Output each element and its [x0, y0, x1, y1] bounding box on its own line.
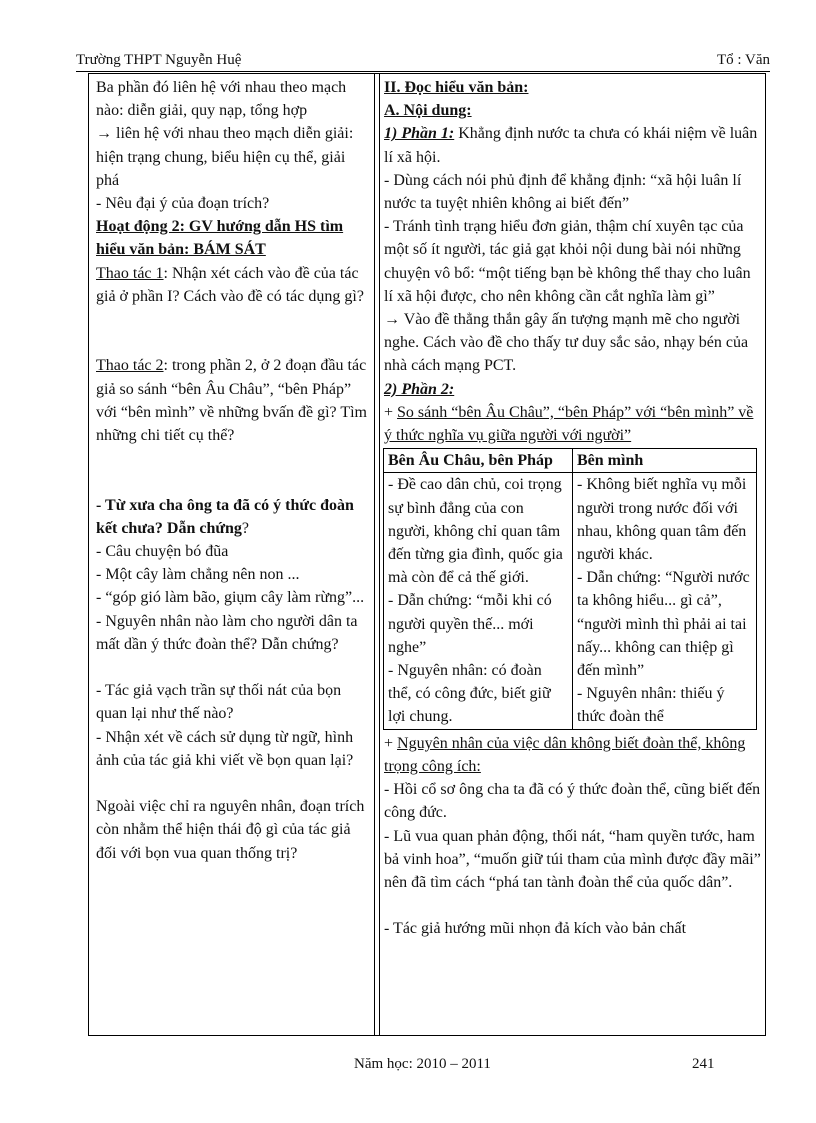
subsection-heading: A. Nội dung:: [384, 102, 472, 120]
comparison-header-row: [384, 449, 757, 473]
page-header: [76, 52, 770, 72]
teacher-activity-column: [89, 74, 375, 1035]
step-1-text: : Nhận xét cách vào đề của tác giả ở phần I? Cách vào đề có tác dụng gì?: [96, 264, 364, 305]
teacher-activity-text: [96, 76, 370, 865]
vietnam-cause: - Nguyên nhân: thiếu ý thức đoàn thể: [577, 685, 725, 726]
question-cause: - Nguyên nhân nào làm cho người dân ta mất dần ý thức đoàn thể? Dẫn chứng?: [96, 612, 358, 653]
comparison-body-row: [384, 473, 757, 729]
vietnam-cell: [573, 473, 757, 729]
department-name: Tổ : Văn: [716, 52, 770, 68]
header-europe: Bên Âu Châu, bên Pháp: [384, 449, 573, 473]
question-unity: [96, 494, 370, 540]
cause-point-2: - Lũ vua quan phản động, thối nát, “ham quyền tước, ham bả vinh hoa”, “muốn giữ túi tham của mình được đầy mãi” nên đã tìm cách “phá tan tành đoàn thể của quốc dân”.: [384, 827, 761, 891]
section-heading: II. Đọc hiểu văn bản:: [384, 79, 529, 96]
vietnam-point: - Không biết nghĩa vụ mỗi người trong nước đối với nhau, không quan tâm đến người khác.: [577, 476, 747, 564]
part-1-point-b: - Tránh tình trạng hiểu đơn giản, thậm chí xuyên tạc của một số ít người, tác giả gạt khỏi nội dung bài nói những chuyện vô bổ: “một tiếng bạn bè không thể thay cho luân lí xã hội được, cho nên không cần cắt nghĩa làm gì”: [384, 218, 751, 305]
evidence-2: - Một cây làm chẳng nên non ...: [96, 566, 300, 584]
school-name: Trường THPT Nguyễn Huệ: [76, 52, 242, 68]
comparison-text: So sánh “bên Âu Châu”, “bên Pháp” với “bên mình” về ý thức nghĩa vụ giữa người với người”: [384, 403, 754, 445]
europe-point: - Đề cao dân chủ, coi trọng sự bình đẳng của con người, không chỉ quan tâm đến từng gia đình, quốc gia mà còn để cả thế giới.: [388, 476, 563, 587]
step-2: [96, 354, 370, 447]
step-2-text: : trong phần 2, ở 2 đoạn đầu tác giả so sánh “bên Âu Châu”, “bên Pháp” với “bên mình” về những bvấn đề gì? Tìm những chi tiết cụ thể?: [96, 357, 367, 445]
content-text: [384, 76, 762, 941]
lesson-table: [88, 73, 766, 1036]
comparison-prefix: +: [384, 403, 398, 421]
evidence-1: - Câu chuyện bó đũa: [96, 543, 229, 561]
part-1-conclusion: → Vào đề thẳng thắn gây ấn tượng mạnh mẽ cho người nghe. Cách vào đề cho thấy tư duy sắc sảo, nhạy bén của nhà cách mạng PCT.: [384, 311, 749, 375]
cause-point-3: - Tác giả hướng mũi nhọn đả kích vào bản chất: [384, 920, 687, 938]
part-1-point-a: - Dùng cách nói phủ định để khẳng định: “xã hội luân lí nước ta tuyệt nhiên không ai biết đến”: [384, 171, 742, 213]
header-vietnam: Bên mình: [573, 449, 757, 473]
question-wording: - Nhận xét về cách sử dụng từ ngữ, hình ảnh của tác giả khi viết về bọn quan lại?: [96, 728, 354, 769]
header-divider: [76, 71, 770, 72]
comparison-heading: [384, 401, 762, 447]
page-number: 241: [692, 1056, 715, 1072]
school-year: Năm học: 2010 – 2011: [354, 1056, 491, 1072]
cause-prefix: +: [384, 734, 398, 752]
question-unity-tail: ?: [241, 519, 249, 537]
question-main-idea: - Nêu đại ý của đoạn trích?: [96, 195, 270, 213]
part-2-label: 2) Phần 2:: [384, 380, 455, 398]
activity-heading: Hoạt động 2: GV hướng dẫn HS tìm hiểu văn bản: BÁM SÁT: [96, 218, 344, 259]
cause-text: Nguyên nhân của việc dân không biết đoàn thể, không trọng công ích:: [384, 734, 746, 775]
europe-evidence: - Dẫn chứng: “mỗi khi có người quyền thế... mới nghe”: [388, 592, 552, 656]
question-structure: Ba phần đó liên hệ với nhau theo mạch nào: diễn giải, quy nạp, tổng hợp: [96, 79, 347, 120]
cause-point-1: - Hồi cổ sơ ông cha ta đã có ý thức đoàn thể, cũng biết đến công đức.: [384, 781, 761, 822]
europe-cell: [384, 473, 573, 729]
answer-structure: → liên hệ với nhau theo mạch diễn giải: hiện trạng chung, biểu hiện cụ thể, giải phá: [96, 125, 354, 189]
step-2-label: Thao tác 2: [96, 357, 164, 375]
comparison-table: [383, 448, 757, 729]
step-1: [96, 262, 370, 308]
question-corruption: - Tác giả vạch trần sự thối nát của bọn quan lại như thế nào?: [96, 682, 342, 723]
vietnam-evidence: - Dẫn chứng: “Người nước ta không hiểu... gì cả”, “người mình thì phải ai tai nấy... không can thiệp gì đến mình”: [577, 569, 750, 680]
step-1-label: Thao tác 1: [96, 264, 164, 282]
part-1: [384, 122, 762, 168]
europe-cause: - Nguyên nhân: có đoàn thể, có công đức, biết giữ lợi chung.: [388, 662, 551, 726]
question-unity-bold: - Từ xưa cha ông ta đã có ý thức đoàn kết chưa? Dẫn chứng: [96, 496, 354, 537]
evidence-3: - “góp gió làm bão, giụm cây làm rừng”...: [96, 589, 365, 607]
question-attitude: Ngoài việc chỉ ra nguyên nhân, đoạn trích còn nhằm thể hiện thái độ gì của tác giả đối với bọn vua quan thống trị?: [96, 798, 365, 862]
part-1-text: Khẳng định nước ta chưa có khái niệm về luân lí xã hội.: [384, 125, 758, 166]
content-column: [379, 74, 765, 1035]
part-1-label: 1) Phần 1:: [384, 125, 455, 143]
cause-heading: [384, 732, 762, 778]
